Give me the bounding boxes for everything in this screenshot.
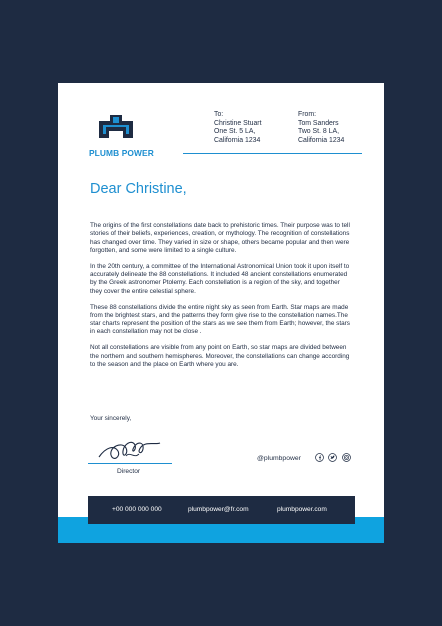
- greeting: Dear Christine,: [90, 181, 187, 197]
- to-heading: To:: [214, 111, 224, 118]
- facebook-icon[interactable]: [315, 453, 324, 462]
- recipient-address: [214, 111, 262, 145]
- footer-phone[interactable]: +00 000 000 000: [112, 506, 162, 513]
- letter-body: [90, 222, 352, 377]
- sender-street: Two St. 8 LA,: [298, 128, 339, 136]
- letter-page: [58, 83, 384, 543]
- sender-city: California 1234: [298, 136, 345, 144]
- social-handle: @plumbpower: [257, 455, 301, 462]
- sender-address: [298, 111, 344, 145]
- footer-website[interactable]: plumbpower.com: [277, 506, 327, 513]
- closing: Your sincerely,: [90, 415, 132, 422]
- recipient-street: One St. 5 LA,: [214, 128, 256, 136]
- from-heading: From:: [298, 111, 316, 118]
- sender-name: Tom Sanders: [298, 119, 339, 127]
- body-paragraph: In the 20th century, a committee of the International Astronomical Union took it upon itself to accurately delineate the 88 constellations. It included 48 ancient constellations enumerated by the Greek astronomer Ptolemy. Each constellation is a region of the sky, and together they cover the entire celestial sphere.: [90, 262, 350, 295]
- footer-email[interactable]: plumbpower@fr.com: [188, 506, 249, 513]
- body-paragraph: These 88 constellations divide the entire night sky as seen from Earth. Star maps are made from the brightest stars, and the patterns they form give rise to the constellation names.The star charts represent the position of the stars as we see them from Earth; however, the stars in each constellation may not be close .: [90, 303, 351, 336]
- signature-line: [88, 463, 172, 464]
- twitter-icon[interactable]: [328, 453, 337, 462]
- pipe-logo-icon: [98, 113, 136, 139]
- instagram-icon[interactable]: [342, 453, 351, 462]
- body-paragraph: Not all constellations are visible from any point on Earth, so star maps are divided between the northern and southern hemispheres. Moreover, the constellations can change according to the season and the place on Earth where you are.: [90, 344, 350, 368]
- body-paragraph: The origins of the first constellations date back to prehistoric times. Their purpose was to tell stories of their beliefs, experiences, creation, or mythology. The recognition of constellations has changed over time. They varied in size or shape, others became popular and then were forgotten, and some were limited to a single culture.: [90, 222, 350, 254]
- recipient-city: California 1234: [214, 136, 261, 144]
- signer-role: Director: [117, 468, 141, 475]
- footer-contact-bar: [88, 496, 355, 524]
- header-divider: [183, 153, 362, 154]
- recipient-name: Christine Stuart: [214, 119, 262, 127]
- brand-name: PLUMB POWER: [89, 148, 154, 158]
